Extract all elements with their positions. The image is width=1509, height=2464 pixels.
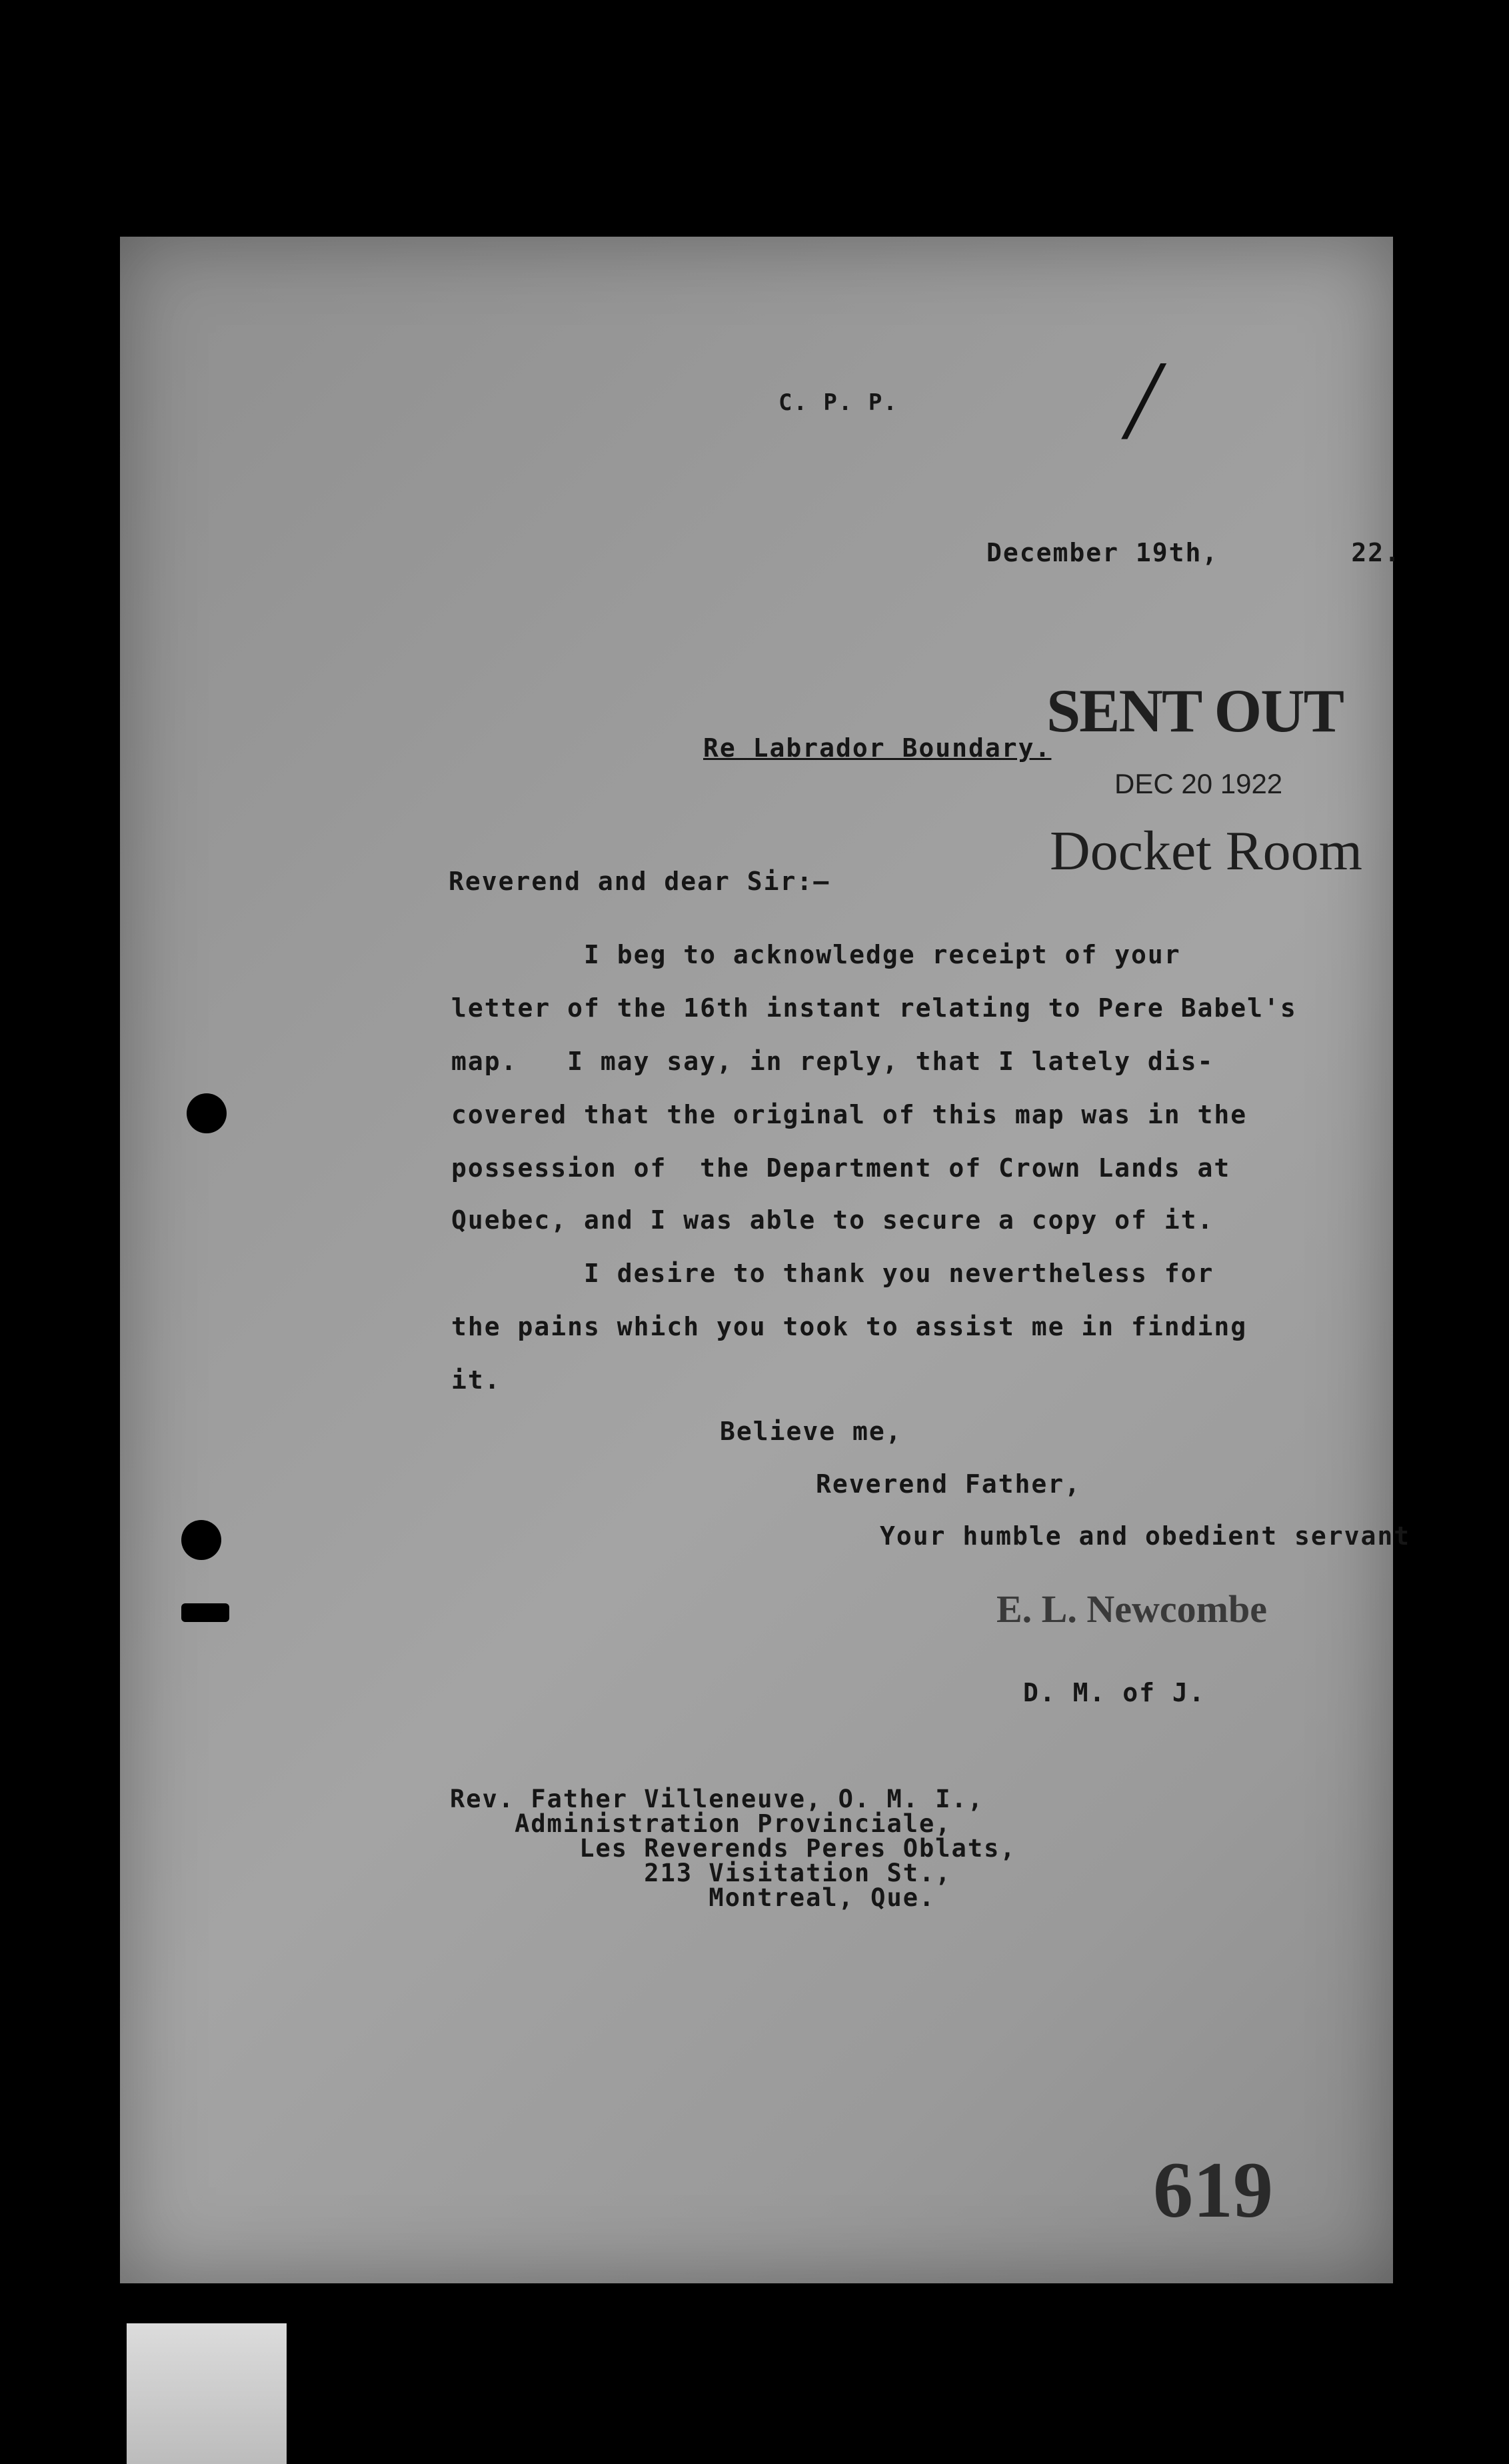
binder-slot xyxy=(181,1603,229,1622)
body-line: I beg to acknowledge receipt of your xyxy=(451,940,1181,969)
body-line: covered that the original of this map was in the xyxy=(451,1100,1248,1129)
page-number: 619 xyxy=(1153,2145,1273,2234)
address-line: 213 Visitation St., xyxy=(450,1859,952,1887)
letter-date: December 19th, 22. xyxy=(986,538,1401,567)
address-line: Administration Provinciale, xyxy=(450,1809,952,1838)
closing-line: Your humble and obedient servant xyxy=(880,1521,1411,1551)
salutation: Reverend and dear Sir:— xyxy=(449,867,830,896)
binder-hole-top xyxy=(187,1093,227,1133)
stamp-date: DEC 20 1922 xyxy=(1114,768,1283,799)
closing-line: Reverend Father, xyxy=(816,1469,1082,1499)
address-line: Les Reverends Peres Oblats, xyxy=(450,1834,1016,1863)
address-line: Montreal, Que. xyxy=(450,1883,936,1912)
body-line: I desire to thank you nevertheless for xyxy=(451,1259,1214,1288)
file-code: C. P. P. xyxy=(778,389,898,416)
address-line: Rev. Father Villeneuve, O. M. I., xyxy=(450,1785,984,1813)
tick-mark: / xyxy=(1126,337,1158,463)
closing-line: Believe me, xyxy=(720,1417,902,1446)
body-line: letter of the 16th instant relating to Pere Babel's xyxy=(451,993,1297,1023)
stamp-sent-out: SENT OUT xyxy=(1046,677,1344,745)
body-line: Quebec, and I was able to secure a copy of it. xyxy=(451,1205,1214,1235)
body-line: it. xyxy=(451,1365,501,1395)
signature-stamp: E. L. Newcombe xyxy=(996,1587,1267,1631)
signature-title: D. M. of J. xyxy=(1023,1678,1206,1707)
stamp-docket-room: Docket Room xyxy=(1050,820,1362,882)
body-line: map. I may say, in reply, that I lately dis- xyxy=(451,1047,1214,1076)
subject-line: Re Labrador Boundary. xyxy=(703,733,1052,763)
body-line: possession of the Department of Crown Lands at xyxy=(451,1153,1231,1183)
letter-page xyxy=(120,237,1411,2283)
backing-sheet-corner xyxy=(127,2323,287,2464)
body-line: the pains which you took to assist me in finding xyxy=(451,1312,1248,1341)
binder-hole-bottom xyxy=(181,1520,221,1560)
